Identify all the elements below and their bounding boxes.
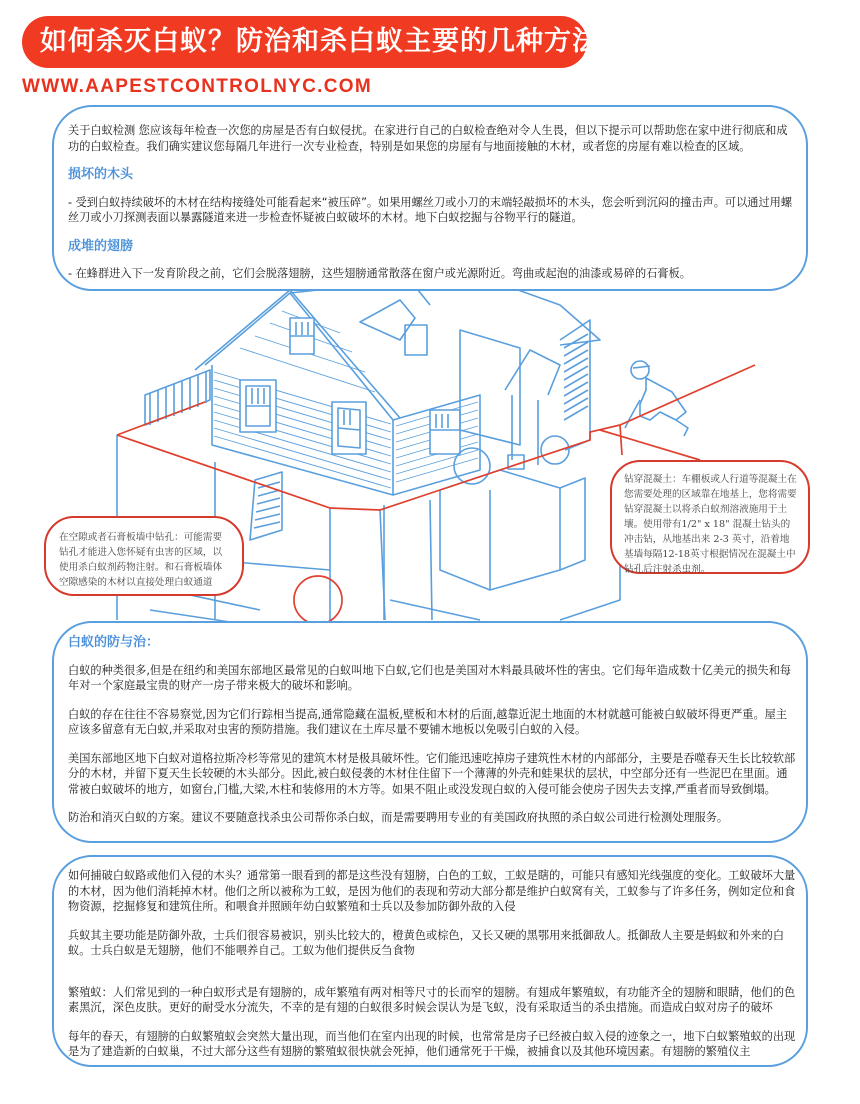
- callout-drill-concrete: 钻穿混凝土：车棚板或人行道等混凝土在您需要处理的区域靠在地基上，您将需要钻穿混凝土以将杀白蚁剂溶液施用于土壤。使用带有1/2" x 18" 混凝土钻头的冲击钻，从地基出来 2-3 英寸，沿着地基墙每隔12-18英寸根据情况在混凝土中钻孔后注射杀虫剂。: [610, 460, 810, 574]
- prevention-paragraph: 白蚁的种类很多,但是在纽约和美国东部地区最常见的白蚁叫地下白蚁,它们也是美国对木料最具破坏性的害虫。它们每年造成数十亿美元的损失和每年对一个家庭最宝贵的财产一房子带来极大的破坏和影响。: [68, 663, 792, 692]
- soldiers-paragraph: 兵蚁其主要功能是防御外敌，士兵们很容易被识，别头比较大的，橙黄色或棕色，又长又硬的黑鄂用来抵御敌人。抵御敌人主要是蚂蚁和外来的白蚁。士兵白蚁是无翅膀，他们不能喂养自己。工蚁为他们提供反刍食物: [68, 928, 785, 957]
- website-url[interactable]: WWW.AAPESTCONTROLNYC.COM: [22, 76, 372, 97]
- drill-hole-marker: [294, 576, 342, 624]
- prevention-heading: 白蚁的防与治：: [68, 635, 160, 650]
- callout-drill-drywall: 在空隙或者石膏板墙中钻孔：可能需要钻孔才能进入您怀疑有虫害的区域，以使用杀白蚁剂药物注射。和石膏板墙体空隙感染的木材以直接处理白蚁通道: [44, 516, 244, 596]
- prevention-box: [52, 621, 808, 843]
- damaged-wood-heading: 损坏的木头: [68, 167, 134, 182]
- inspection-intro: 关于白蚁检测 您应该每年检查一次您的房屋是否有白蚁侵扰。在家进行自己的白蚁检查绝对令人生畏，但以下提示可以帮助您在家中进行彻底和成功的白蚁检查。我们确实建议您每隔几年进行一次专业检查，特别是如果您的房屋有与地面接触的木材，或者您的房屋有难以检查的区域。: [68, 124, 788, 153]
- page-title: 如何杀灭白蚁？防治和杀白蚁主要的几种方法：: [22, 16, 587, 68]
- workers-paragraph: 如何捕破白蚁路或他们入侵的木头？通常第一眼看到的都是这些没有翅膀，白色的工蚁，工蚁是瞎的，可能只有感知光线强度的变化。工蚁破坏大量的木材，因为他们消耗掉木材。他们之所以被称为工蚁，是因为他们的表现和劳动大部分都是维护白蚁窝有关，工蚁参与了许多任务，例如定位和食物资源，挖掘修复和建筑住所。和喂食并照顾年幼白蚁繁殖和士兵以及参加防御外敌的入侵: [68, 869, 796, 913]
- swarm-paragraph: 每年的春天，有翅膀的白蚁繁殖蚁会突然大量出现，而当他们在室内出现的时候，也常常是房子已经被白蚁入侵的迹象之一，地下白蚁繁殖蚁的出现是为了建造新的白蚁巢，不过大部分这些有翅膀的繁殖蚁很快就会死掉，他们通常死于干燥，被捕食以及其他环境因素。有翅膀的繁殖仪主: [68, 1029, 796, 1058]
- ground-left: [117, 402, 205, 435]
- prevention-paragraph: 白蚁的存在往往不容易察觉,因为它们行踪相当提高,通常隐藏在温板,壁板和木材的后面,越靠近泥土地面的木材就越可能被白蚁破坏得更严重。屋主应该多留意有无白蚁,并采取对虫害的预防措施。我们建议在土库尽量不要铺木地板以免吸引白蚁的入侵。: [68, 707, 788, 736]
- discarded-wings-text: - 在蜂群进入下一发育阶段之前，它们会脱落翅膀，这些翅膀通常散落在窗户或光源附近。弯曲或起泡的油漆或易碎的石膏板。: [68, 267, 691, 280]
- prevention-paragraph: 防治和消灭白蚁的方案。建议不要随意找杀虫公司帮你杀白蚁，而是需要聘用专业的有美国政府执照的杀白蚁公司进行检测处理服务。: [68, 811, 729, 824]
- termite-inspection-box: [52, 105, 808, 291]
- damaged-wood-text: - 受到白蚁持续破坏的木材在结构接缝处可能看起来“被压碎”。如果用螺丝刀或小刀的末端轻敲损坏的木头，您会听到沉闷的撞击声。可以通过用螺丝刀或小刀探测表面以暴露隧道来进一步检查怀疑被白蚁破坏的木材。地下白蚁挖掘与谷物平行的隧道。: [68, 195, 793, 224]
- prevention-paragraph: 美国东部地区地下白蚁对道格拉斯冷杉等常见的建筑木材是极具破坏性。它们能迅速吃掉房子建筑性木材的内部部分，主要是吞噬春天生长比较软部分的木材，并留下夏天生长较硬的木头部分。因此,被白蚁侵袭的木材住住留下一个薄薄的外壳和蛙果状的层状，中空部分还有一些泥巴在里面。通常被白蚁破坏的地方，如窗台,门槛,大梁,木柱和装修用的木方等。如果不阻止或没发现白蚁的入侵可能会使房子因失去支撑,严重者而导致倒塌。: [68, 751, 796, 796]
- discarded-wings-heading: 成堆的翅膀: [68, 238, 134, 254]
- reproductives-paragraph: 繁殖蚁：人们常见到的一种白蚁形式是有翅膀的，成年繁殖有两对相等尺寸的长而窄的翅膀。有翅成年繁殖蚁，有功能齐全的翅膀和眼睛，他们的色素黑沉，深色皮肤。更好的耐受水分流失，不幸的是有翅的白蚁很多时候会误认为是飞蚁，没有采取适当的杀虫措施。而造成白蚁对房子的破坏: [68, 985, 796, 1014]
- termite-castes-box: [52, 855, 808, 1067]
